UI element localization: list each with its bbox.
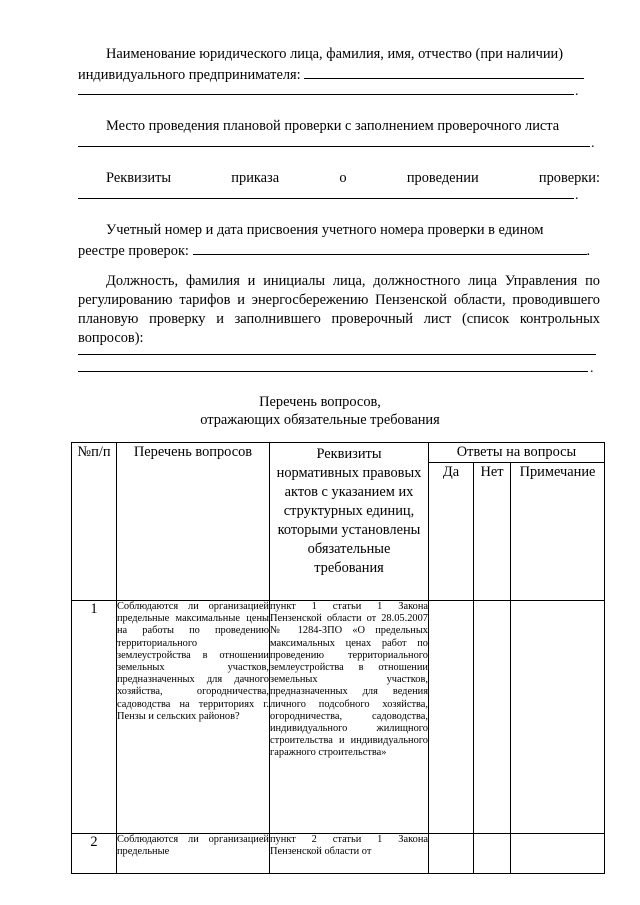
row-num: 2: [72, 834, 117, 874]
row-answer-note[interactable]: [511, 834, 605, 874]
row-question: Соблюдаются ли организацией предельные максимальные цены на работы по проведению территориального землеустройства в отношении земельных участков, предназначенных для дачного хозяйства, огородничества, садоводства на территориях г. Пензы и сельских районов?: [117, 601, 270, 834]
registry-number-label-line2: [78, 240, 600, 261]
header-no: Нет: [474, 463, 511, 601]
order-word-1: Реквизиты: [106, 170, 172, 186]
row-answer-no[interactable]: [474, 834, 511, 874]
row-num: 1: [72, 601, 117, 834]
inspection-place-blank-line: [78, 146, 590, 147]
legal-entity-name-field: [78, 45, 600, 85]
list-title-line1: Перечень вопросов,: [259, 394, 381, 410]
list-title-line2: отражающих обязательные требования: [200, 412, 440, 428]
registry-number-blank-line: [193, 240, 587, 255]
period-5: .: [590, 361, 594, 376]
period-1: .: [575, 84, 579, 99]
legal-entity-label-line2-text: индивидуального предпринимателя:: [78, 67, 301, 83]
period-2: .: [591, 136, 595, 151]
order-word-4: проведении: [406, 170, 479, 186]
row-answer-no[interactable]: [474, 601, 511, 834]
header-requisites: Реквизиты нормативных правовых актов с указанием их структурных единиц, которыми установлены обязательные требования: [270, 443, 429, 601]
table-row: [72, 834, 605, 874]
header-note: Примечание: [511, 463, 605, 601]
row-answer-yes[interactable]: [429, 601, 474, 834]
table-row: [72, 601, 605, 834]
header-answers: Ответы на вопросы: [429, 443, 605, 463]
header-num: №п/п: [72, 443, 117, 601]
period-3: .: [575, 188, 579, 203]
row-answer-yes[interactable]: [429, 834, 474, 874]
inspector-blank-line-1: [78, 354, 596, 355]
row-requisite: пункт 1 статьи 1 Закона Пензенской области от 28.05.2007 № 1284-ЗПО «О предельных максимальных ценах работ по проведению территориального землеустройства в отношении земельных участков, предназначенных для ведения личного подсобного хозяйства, огородничества, садоводства, индивидуального жилищного строительства и индивидуального гаражного строительства»: [270, 601, 429, 834]
legal-entity-label-line2: [78, 64, 600, 85]
header-questions: Перечень вопросов: [117, 443, 270, 601]
order-word-3: о: [339, 170, 347, 186]
legal-entity-label-line1: Наименование юридического лица, фамилия, имя, отчество (при наличии): [106, 46, 564, 62]
order-requisites-blank-line: [78, 198, 574, 199]
row-question: Соблюдаются ли организацией предельные: [117, 834, 270, 874]
period-4: .: [586, 243, 591, 259]
header-yes: Да: [429, 463, 474, 601]
row-requisite: пункт 2 статьи 1 Закона Пензенской области от: [270, 834, 429, 874]
table-header-row: [72, 443, 605, 463]
order-requisites-label: [78, 169, 600, 188]
registry-number-label-line1: Учетный номер и дата присвоения учетного номера проверки в едином: [106, 222, 544, 238]
legal-entity-blank-line-2: [78, 94, 574, 95]
inspection-place-label: Место проведения плановой проверки с заполнением проверочного листа: [106, 118, 560, 134]
legal-entity-blank-line: [304, 64, 584, 79]
row-answer-note[interactable]: [511, 601, 605, 834]
inspector-position-label: Должность, фамилия и инициалы лица, должностного лица Управления по регулированию тарифов и энергосбережению Пензенской области, проводившего плановую проверку и заполнившего проверочный лист (список контрольных вопросов):: [78, 273, 600, 346]
registry-number-field: [78, 221, 600, 261]
questions-table: [71, 442, 605, 874]
order-word-2: приказа: [231, 170, 280, 186]
inspector-blank-line-2: [78, 371, 588, 372]
order-word-5: проверки:: [538, 170, 600, 186]
registry-number-label-line2-text: реестре проверок:: [78, 243, 189, 259]
